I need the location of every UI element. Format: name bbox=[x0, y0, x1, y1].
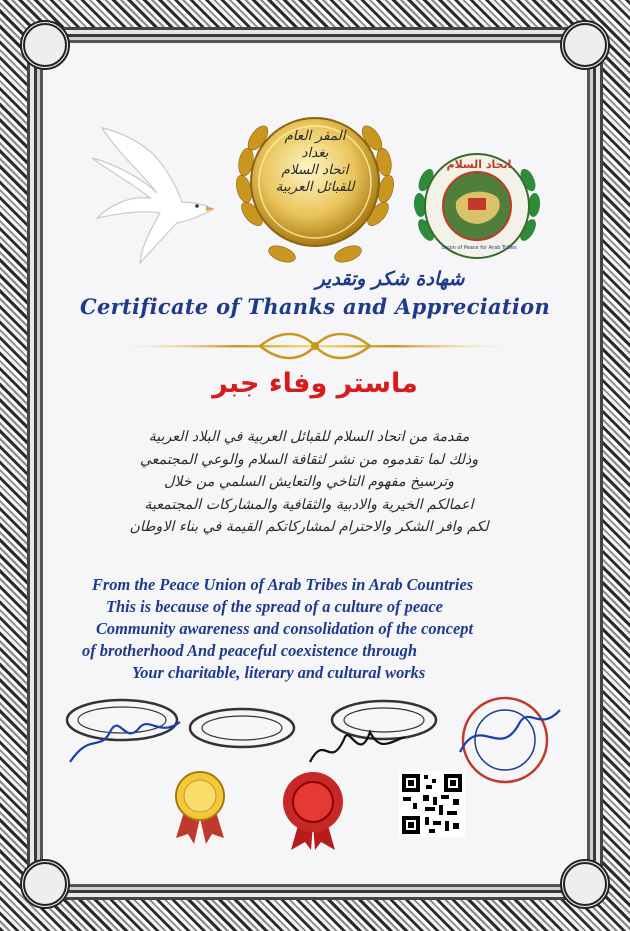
certificate-title-english: Certificate of Thanks and Appreciation bbox=[79, 294, 551, 319]
certificate-title-arabic: شهادة شكر وتقدير bbox=[315, 268, 465, 290]
recipient-name: ماستر وفاء جبر bbox=[212, 368, 418, 399]
english-body bbox=[70, 574, 560, 684]
stamp-icon bbox=[463, 698, 547, 782]
seal-line: المقر العام bbox=[284, 128, 346, 144]
stamp-icon bbox=[332, 701, 436, 739]
arabic-body-line: اعمالكم الخيرية والادبية والثقافية والمشاركات المجتمعية bbox=[144, 496, 474, 513]
stamp-icon bbox=[190, 709, 294, 747]
english-body-line: This is because of the spread of a culture of peace bbox=[106, 597, 443, 616]
dove-icon bbox=[82, 118, 217, 268]
corner-ornament bbox=[20, 20, 70, 70]
gold-medal-icon bbox=[170, 768, 230, 846]
corner-ornament bbox=[560, 20, 610, 70]
corner-ornament bbox=[20, 859, 70, 909]
arabic-body-line: وذلك لما تقدموه من نشر لثقافة السلام والوعي المجتمعي bbox=[139, 451, 479, 468]
arabic-body-line: لكم وافر الشكر والاحترام لمشاركاتكم القيمة في بناء الاوطان bbox=[129, 519, 489, 535]
corner-ornament bbox=[560, 859, 610, 909]
stamp-icon bbox=[67, 700, 177, 740]
english-body-line: of brotherhood And peaceful coexistence through bbox=[82, 641, 417, 660]
emblem-title: اتحاد السلام bbox=[446, 158, 512, 171]
english-body-line: From the Peace Union of Arab Tribes in Arab Countries bbox=[92, 575, 474, 594]
seal-line: للقبائل العربية bbox=[275, 179, 355, 195]
wax-seal-icon bbox=[275, 770, 351, 852]
english-body-line: Community awareness and consolidation of the concept bbox=[96, 619, 474, 638]
emblem-caption: Union of Peace for Arab Tribes bbox=[441, 245, 517, 251]
arabic-body bbox=[82, 426, 536, 539]
english-body-line: Your charitable, literary and cultural works bbox=[132, 663, 426, 682]
seal-text bbox=[262, 128, 368, 196]
arabic-body-line: مقدمة من اتحاد السلام للقبائل العربية في البلاد العربية bbox=[148, 429, 470, 445]
arabic-body-line: وترسيخ مفهوم التاخي والتعايش السلمي من خلال bbox=[163, 474, 455, 490]
seal-line: بغداد bbox=[301, 145, 329, 161]
seal-line: اتحاد السلام bbox=[281, 162, 349, 178]
qr-code-icon bbox=[399, 771, 465, 837]
ornament-icon bbox=[120, 328, 510, 364]
